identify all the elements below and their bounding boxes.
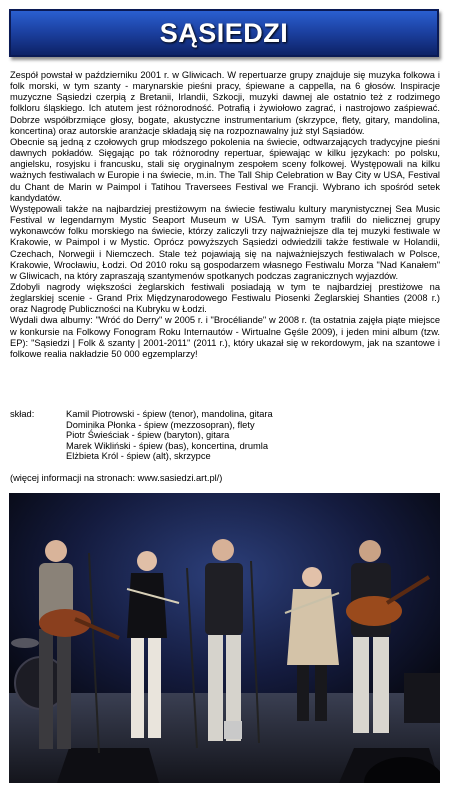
paragraph-history: Zespół powstał w październiku 2001 r. w Gliwicach. W repertuarze grupy znajduje się muzyka folkowa i folk morski, w tym szanty - marynarskie pieśni pracy, śpiewane a cappella, na 6 głosów. Inspiracje muzyczne Sąsiedzi czerpią z Bretanii, Irlandii, Szkocji, muzyki dawnej ale ostatnio też z rodzimego folkloru śląskiego. Ich atutem jest różnorodność. Potrafią i żywiołowo zagrać, i nastrojowo zaśpiewać. Dobrze współbrzmiące głosy, bogate, akustyczne instrumentarium (skrzypce, flety, gitary, mandolina, koncertina) oraz autorskie aranżacje składają się na rozpoznawalny już styl Sąsiadów. xyxy=(10,70,440,136)
paragraph-awards: Zdobyli nagrody większości żeglarskich festiwali posiadają w tym te najbardziej prestiżowe na żeglarskiej scenie - Grand Prix Międzynarodowego Festiwalu Piosenki Żeglarskiej Shanties (2008 r.) oraz Nagrodę Publiczności na Kubryku w Łodzi. xyxy=(10,281,440,315)
lineup-member: Dominika Płonka - śpiew (mezzosopran), flety xyxy=(66,419,255,430)
article-body xyxy=(10,70,440,360)
band-photo-illustration xyxy=(9,493,440,783)
lineup-label: skład: xyxy=(10,409,35,419)
more-info-line: (więcej informacji na stronach: www.sasiedzi.art.pl/) xyxy=(10,473,223,483)
paragraph-albums: Wydali dwa albumy: "Wróć do Derry" w 2005 r. i "Brocéliande" w 2008 r. (ta ostatnia zajęła piąte miejsce w konkursie na Folkowy Fonogram Roku Internautów - Wirtualne Gęśle 2009), i jeden mini album (tzw. EP): "Sąsiedzi | Folk & szanty | 2001-2011" (2011 r.), który ukazał się w rekordowym, jak na szantowe i folkowe realia nakładzie 50 000 egzemplarzy! xyxy=(10,315,440,359)
lineup-member: Elżbieta Król - śpiew (alt), skrzypce xyxy=(66,451,211,461)
page-title: SĄSIEDZI xyxy=(159,17,289,48)
band-photo xyxy=(9,493,440,783)
paragraph-status: Obecnie są jedną z czołowych grup młodszego pokolenia na świecie, odtwarzających tradycyjne pieśni dawnych pokładów. Sięgając po tak różnorodny repertuar, śpiewając w kilku językach: po polsku, angielsku, rosyjsku i francusku, stali się oryginalnym zespołem sceny folkowej. Występowali na kilku ważnych festiwalach w Europie i na świecie, m.in. The Tall Ship Celebration w Bay City w USA, Festival du Chant de Marin w Paimpol i Tatihou Traversees Festival we Francji. Wybrano ich spośród setek kandydatów. xyxy=(10,136,440,203)
lineup-list xyxy=(66,409,273,462)
title-banner xyxy=(9,9,439,57)
lineup-member: Kamil Piotrowski - śpiew (tenor), mandolina, gitara xyxy=(66,409,273,419)
paragraph-festivals: Występowali także na najbardziej prestiżowym na świecie festiwalu kultury marynistycznej Sea Music Festival w legendarnym Mystic Seaport Museum w USA. Tym samym trafili do nielicznej grupy wykonawców folku morskiego na świecie, którzy zaliczyli trzy najważniejsze dla tej muzyki festiwale w Krakowie, w Paimpol i w Mystic. Oprócz powyższych Sąsiedzi odwiedzili także festiwale w Holandii, Czechach, Norwegii i Niemczech. Stale też pojawiają się na najważniejszych festiwalach w Polsce, Krakowie, Wrocławiu, Łodzi. Od 2010 roku są gospodarzem własnego Festiwalu Morza "Nad Kanałem" w Gliwicach, na który zapraszają szantymenów spotkanych podczas zagranicznych wyjazdów. xyxy=(10,203,440,281)
lineup-member: Marek Wikliński - śpiew (bas), koncertina, drumla xyxy=(66,440,269,451)
lineup-member: Piotr Świeściak - śpiew (baryton), gitara xyxy=(66,430,230,440)
